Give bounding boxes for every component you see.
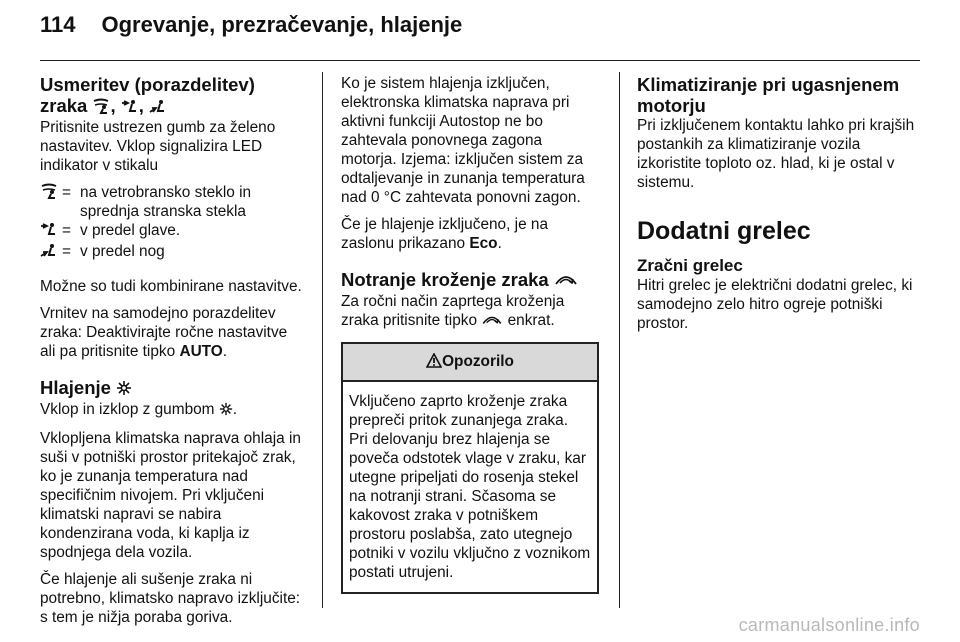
head-vent-icon [40, 221, 62, 242]
footwell-vent-icon [40, 242, 62, 263]
engine-off-heading: Klimatiziranje pri ugasnjenem motorju [637, 74, 900, 116]
header-rule [40, 60, 920, 61]
column-2 [341, 74, 599, 594]
snowflake-icon [219, 402, 233, 421]
def-row-head: = v predel glave. [40, 221, 306, 242]
auto-text: Vrnitev na samodejno porazdelitev zraka: Deaktivirajte ročne nastavitve ali pa pritisnite tipko AUTO. [40, 305, 288, 360]
recirculation-icon [554, 271, 578, 292]
recirculation-text: Za ročni način zaprtega kroženja zraka pritisnite tipko enkrat. [341, 292, 599, 332]
def-row-windshield: = na vetrobransko steklo in sprednja stranska stekla [40, 183, 306, 221]
warning-title: Opozorilo [442, 353, 514, 370]
footwell-vent-icon [149, 97, 167, 118]
warning-box [341, 342, 599, 594]
page-title: Ogrevanje, prezračevanje, hlajenje [101, 12, 463, 37]
cooling-p1: Vklop in izklop z gumbom . [40, 400, 306, 421]
warning-body: Vključeno zaprto kroženje zraka prepreči pritok zunanjega zraka. Pri delovanju brez hlajenja se poveča odstotek vlage v zraku, kar utegne pripeljati do rosenja stekel na notranji strani. Sčasoma se kakovost zraka v potniškem prostoru poslabša, zato utegnejo potniki v vozilu vključno z voznikom postati utrujeni. [349, 393, 591, 581]
recirculation-icon [481, 313, 503, 332]
column-divider-2 [619, 72, 620, 608]
cooling-p3: Če hlajenje ali sušenje zraka ni potrebno, klimatsko napravo izključite: s tem je nižja poraba goriva. [40, 571, 301, 626]
head-vent-icon [121, 97, 139, 118]
page-number: 114 [40, 12, 76, 37]
warning-header [343, 344, 597, 382]
page-header [40, 12, 462, 38]
autostop-text: Ko je sistem hlajenja izključen, elektronska klimatska naprava pri aktivni funkciji Autostop ne bo zahtevala ponovnega zagona motorja. Izjema: izključen sistem za odtaljevanje in zunanja temperatura nad 0 °C zahtevata ponovni zagon. [341, 75, 585, 206]
air-heater-text: Hitri grelec je električni dodatni grelec, ki samodejno zelo hitro ogreje potniški prostor. [637, 277, 913, 332]
column-divider-1 [322, 72, 323, 608]
engine-off-text: Pri izključenem kontaktu lahko pri krajših postankih za klimatiziranje vozila izkoristite toploto oz. hlad, ki je ostal v sistemu. [637, 117, 915, 191]
recirculation-heading: Notranje kroženje zraka [341, 269, 599, 292]
snowflake-icon [116, 379, 132, 400]
air-heater-heading: Zračni grelec [637, 256, 743, 275]
watermark: carmanualsonline.info [738, 615, 920, 635]
air-distribution-heading: Usmeritev (porazdelitev) zraka , , [40, 74, 255, 116]
def-row-feet: = v predel nog [40, 242, 306, 263]
combos-text: Možne so tudi kombinirane nastavitve. [40, 278, 302, 295]
windshield-footwell-vent-icon [92, 97, 110, 118]
aux-heater-heading: Dodatni grelec [637, 217, 811, 245]
cooling-heading: Hlajenje [40, 377, 306, 400]
intro-text: Pritisnite ustrezen gumb za želeno nastavitev. Vklop signalizira LED indikator v stikalu [40, 119, 276, 174]
column-3 [637, 74, 915, 341]
cooling-p2: Vklopljena klimatska naprava ohlaja in suši v potniški prostor pritekajoč zrak, ko je zunanja temperatura nad specifičnim nivojem. Pri vključeni klimatski napravi se nabira kondenzirana voda, ki kaplja iz spodnjega dela vozila. [40, 430, 301, 561]
column-1 [40, 74, 306, 635]
eco-key: Eco [469, 235, 498, 252]
warning-triangle-icon [426, 346, 442, 382]
windshield-footwell-vent-icon [40, 183, 62, 221]
auto-key: AUTO [179, 343, 223, 360]
eco-text: Če je hlajenje izključeno, je na zaslonu prikazano Eco. [341, 216, 549, 252]
